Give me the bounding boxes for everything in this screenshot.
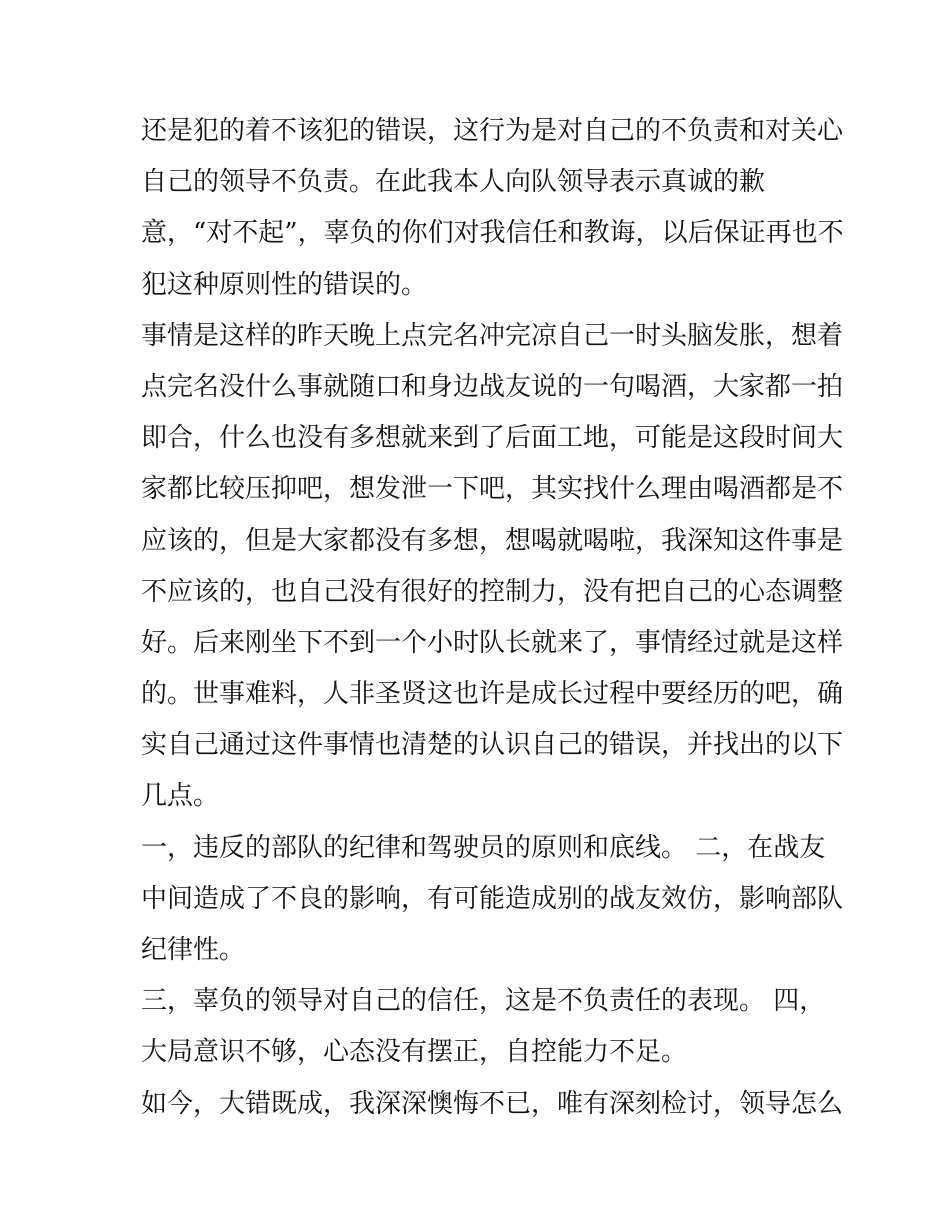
text-line: 自己的领导不负责。在此我本人向队领导表示真诚的歉 (141, 167, 766, 198)
text-line: 实自己通过这件事情也清楚的认识自己的错误，并找出的以下 (141, 730, 844, 761)
document-body (141, 106, 844, 1130)
text-line: 即合，什么也没有多想就来到了后面工地，可能是这段时间大 (141, 423, 844, 454)
text-line: 几点。 (141, 781, 220, 812)
text-line: 应该的，但是大家都没有多想，想喝就喝啦，我深知这件事是 (141, 525, 844, 556)
text-line: 点完名没什么事就随口和身边战友说的一句喝酒，大家都一拍 (141, 371, 844, 402)
text-line: 不应该的，也自己没有很好的控制力，没有把自己的心态调整 (141, 576, 844, 607)
text-line: 大局意识不够，心态没有摆正，自控能力不足。 (141, 1037, 688, 1068)
text-line: 三，辜负的领导对自己的信任，这是不负责任的表现。 四， (141, 986, 826, 1017)
text-line: 纪律性。 (141, 935, 246, 965)
text-line: 一，违反的部队的纪律和驾驶员的原则和底线。 二，在战友 (141, 832, 826, 863)
text-line: 还是犯的着不该犯的错误，这行为是对自己的不负责和对关心 (141, 116, 844, 146)
text-line: 犯这种原则性的错误的。 (141, 269, 428, 300)
text-line: 好。后来刚坐下不到一个小时队长就来了，事情经过就是这样 (141, 627, 844, 658)
text-line: 的。世事难料，人非圣贤这也许是成长过程中要经历的吧，确 (141, 679, 844, 710)
text-line: 事情是这样的昨天晚上点完名冲完凉自己一时头脑发胀，想着 (141, 320, 844, 351)
text-line: 意，“对不起”，辜负的你们对我信任和教诲，以后保证再也不 (141, 218, 844, 249)
text-line: 如今，大错既成，我深深懊悔不已，唯有深刻检讨，领导怎么 (141, 1088, 844, 1119)
text-line: 中间造成了不良的影响，有可能造成别的战友效仿，影响部队 (141, 883, 844, 914)
text-line: 家都比较压抑吧，想发泄一下吧，其实找什么理由喝酒都是不 (141, 474, 844, 505)
